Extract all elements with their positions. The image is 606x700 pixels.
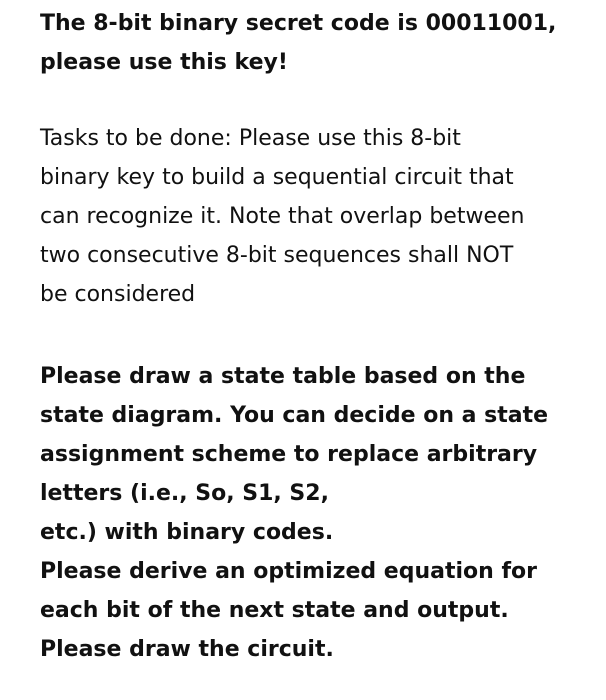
instructions-line-1: Please draw a state table based on the (40, 364, 526, 389)
instructions-line-8: Please draw the circuit. (40, 637, 334, 662)
tasks-line-3: can recognize it. Note that overlap between (40, 204, 525, 229)
instructions-line-4: letters (i.e., So, S1, S2, (40, 481, 329, 506)
instructions-line-5: etc.) with binary codes. (40, 520, 334, 545)
instructions-line-2: state diagram. You can decide on a state (40, 403, 549, 428)
tasks-line-1: Tasks to be done: Please use this 8-bit (40, 126, 461, 151)
tasks-line-2: binary key to build a sequential circuit that (40, 165, 514, 190)
heading-line-2: please use this key! (40, 50, 288, 75)
tasks-line-5: be considered (40, 282, 196, 307)
instructions-line-6: Please derive an optimized equation for (40, 559, 537, 584)
heading-line-1: The 8-bit binary secret code is 00011001, (40, 11, 557, 36)
tasks-line-4: two consecutive 8-bit sequences shall NOT (40, 243, 514, 268)
instructions-line-7: each bit of the next state and output. (40, 598, 509, 623)
instructions-line-3: assignment scheme to replace arbitrary (40, 442, 538, 467)
